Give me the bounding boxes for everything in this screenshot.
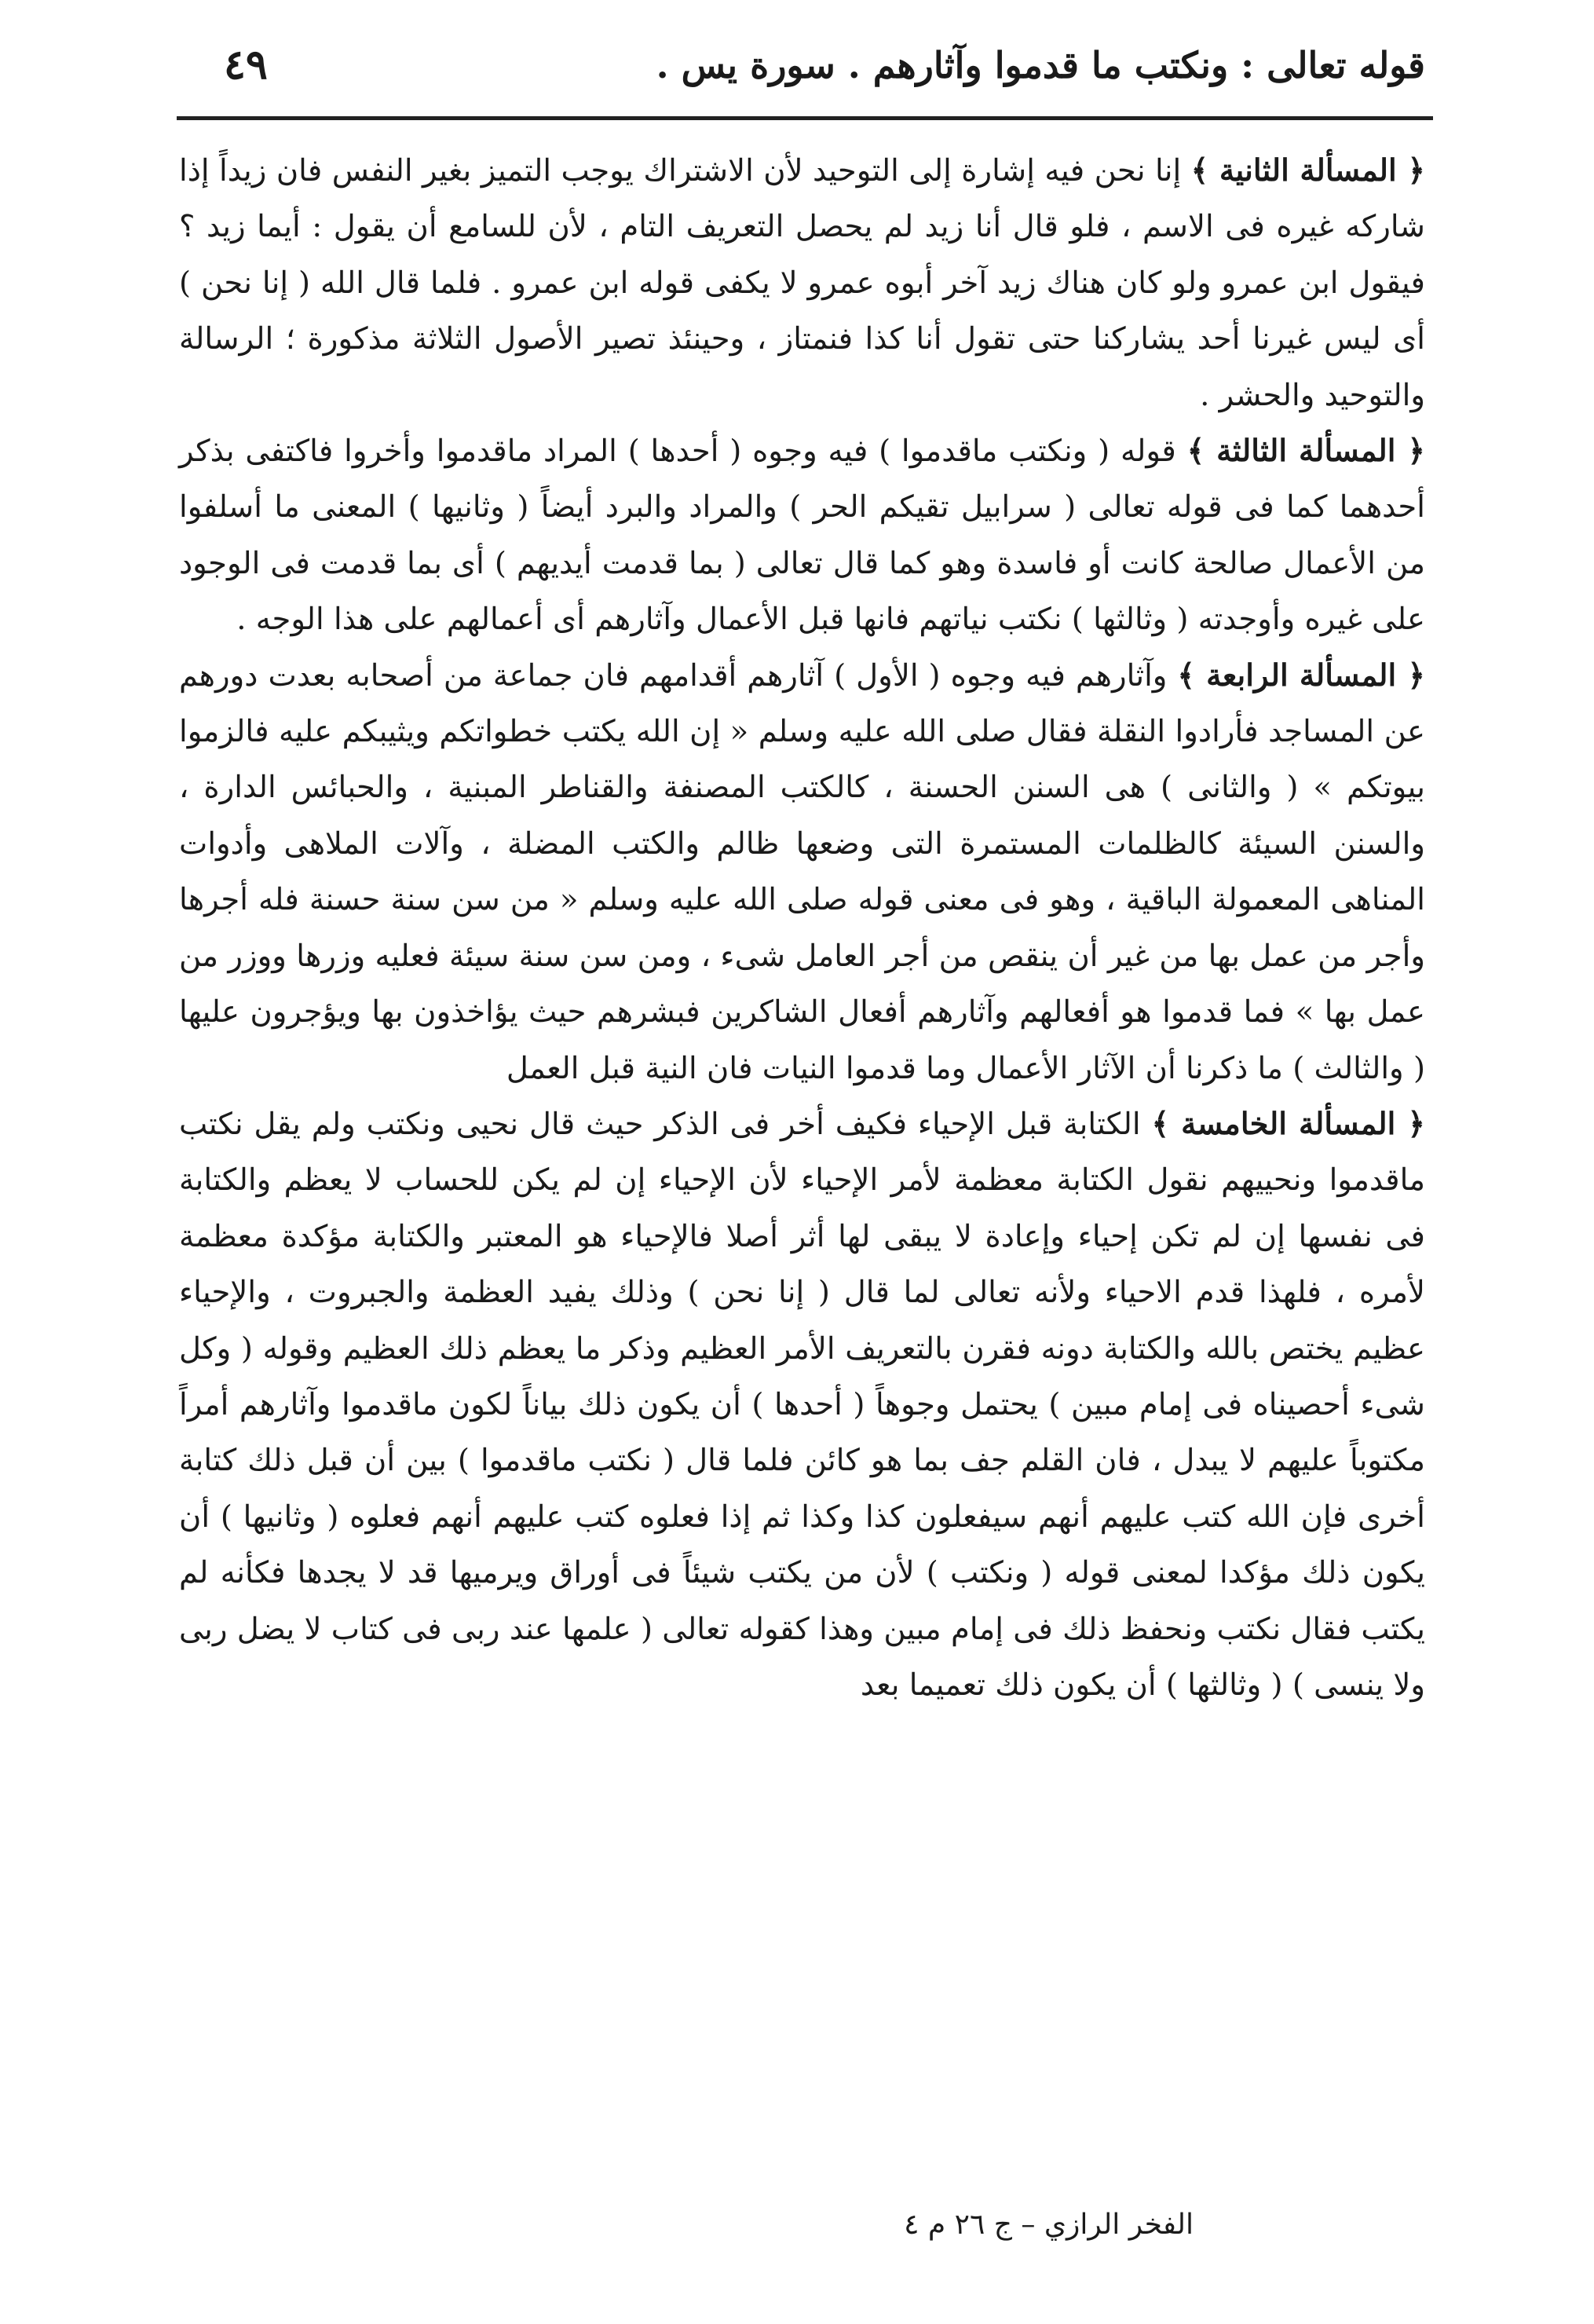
header-rule [177, 116, 1433, 120]
body-text [179, 143, 1425, 1713]
page-footer-signature: الفخر الرازي – ج ٢٦ م ٤ [904, 2209, 1194, 2241]
section-heading: ﴿ المسألة الخامسة ﴾ [1151, 1106, 1425, 1142]
paragraph-masala-4 [179, 648, 1425, 1096]
paragraph-text: إنا نحن فيه إشارة إلى التوحيد لأن الاشتراك يوجب التميز بغير النفس فان زيداً إذا شاركه غيره فى الاسم ، فلو قال أنا زيد لم يحصل التعريف التام ، لأن للسامع أن يقول : أيما زيد ؟ فيقول ابن عمرو ولو كان هناك زيد آخر أبوه عمرو لا يكفى قوله ابن عمرو . فلما قال الله ( إنا نحن ) أى ليس غيرنا أحد يشاركنا حتى تقول أنا كذا فنمتاز ، وحينئذ تصير الأصول الثلاثة مذكورة ؛ الرسالة والتوحيد والحشر . [179, 153, 1425, 413]
paragraph-masala-5 [179, 1096, 1425, 1713]
section-heading: ﴿ المسألة الثانية ﴾ [1190, 153, 1425, 188]
paragraph-text: وآثارهم فيه وجوه ( الأول ) آثارهم أقدامهم فان جماعة من أصحابه بعدت دورهم عن المساجد فأرادوا النقلة فقال صلى الله عليه وسلم « إن الله يكتب خطواتكم ويثيبكم عليه فالزموا بيوتكم » ( والثانى ) هى السنن الحسنة ، كالكتب المصنفة والقناطر المبنية ، والحبائس الدارة ، والسنن السيئة كالظلمات المستمرة التى وضعها ظالم والكتب المضلة ، وآلات الملاهى وأدوات المناهى المعمولة الباقية ، وهو فى معنى قوله صلى الله عليه وسلم « من سن سنة حسنة فله أجرها وأجر من عمل بها من غير أن ينقص من أجر العامل شىء ، ومن سن سنة سيئة فعليه وزرها ووزر من عمل بها » فما قدموا هو أفعالهم وآثارهم أفعال الشاكرين فبشرهم حيث يؤاخذون بها ويؤجرون عليها ( والثالث ) ما ذكرنا أن الآثار الأعمال وما قدموا النيات فان النية قبل العمل [179, 657, 1425, 1086]
page-number: ٤٩ [224, 41, 268, 89]
paragraph-text: الكتابة قبل الإحياء فكيف أخر فى الذكر حيث قال نحيى ونكتب ولم يقل نكتب ماقدموا ونحييهم نقول الكتابة معظمة لأمر الإحياء لأن الإحياء إن لم يكن للحساب لا يعظم والكتابة فى نفسها إن لم تكن إحياء وإعادة لا يبقى لها أثر أصلا فالإحياء هو المعتبر والكتابة مؤكدة معظمة لأمره ، فلهذا قدم الاحياء ولأنه تعالى لما قال ( إنا نحن ) وذلك يفيد العظمة والجبروت ، والإحياء عظيم يختص بالله والكتابة دونه فقرن بالتعريف الأمر العظيم وذكر ما يعظم ذلك العظيم وقوله ( وكل شىء أحصيناه فى إمام مبين ) يحتمل وجوهاً ( أحدها ) أن يكون ذلك بياناً لكون ماقدموا وآثارهم أمراً مكتوباً عليهم لا يبدل ، فان القلم جف بما هو كائن فلما قال ( نكتب ماقدموا ) بين أن قبل ذلك كتابة أخرى فإن الله كتب عليهم أنهم سيفعلون كذا وكذا ثم إذا فعلوه كتب عليهم أنهم فعلوه ( وثانيها ) أن يكون ذلك مؤكدا لمعنى قوله ( ونكتب ) لأن من يكتب شيئاً فى أوراق ويرميها قد لا يجدها فكأنه لم يكتب فقال نكتب ونحفظ ذلك فى إمام مبين وهذا كقوله تعالى ( علمها عند ربى فى كتاب لا يضل ربى ولا ينسى ) ( وثالثها ) أن يكون ذلك تعميما بعد [179, 1106, 1425, 1703]
paragraph-masala-3 [179, 423, 1425, 648]
section-heading: ﴿ المسألة الرابعة ﴾ [1177, 657, 1425, 694]
paragraph-masala-2 [179, 143, 1425, 423]
paragraph-text: قوله ( ونكتب ماقدموا ) فيه وجوه ( أحدها ) المراد ماقدموا وأخروا فاكتفى بذكر أحدهما كما فى قوله تعالى ( سرابيل تقيكم الحر ) والمراد والبرد أيضاً ( وثانيها ) المعنى ما أسلفوا من الأعمال صالحة كانت أو فاسدة وهو كما قال تعالى ( بما قدمت أيديهم ) أى بما قدمت فى الوجود على غيره وأوجدته ( وثالثها ) نكتب نياتهم فانها قبل الأعمال وآثارهم أى أعمالهم على هذا الوجه . [179, 434, 1425, 638]
header-title: قوله تعالى : ونكتب ما قدموا وآثارهم . سورة يس . [656, 44, 1425, 86]
running-header [181, 38, 1425, 108]
section-heading: ﴿ المسألة الثالثة ﴾ [1186, 434, 1425, 470]
